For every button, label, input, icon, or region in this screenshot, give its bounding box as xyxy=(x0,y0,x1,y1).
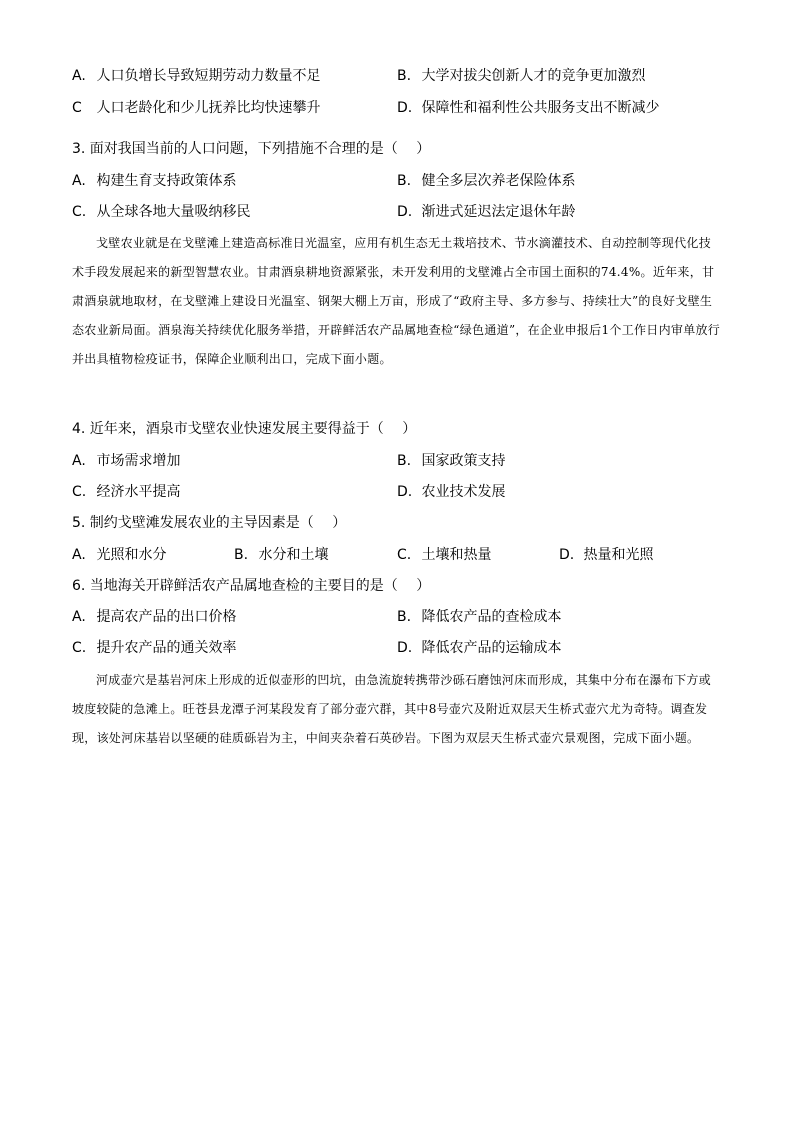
q6-option-b: B. 降低农产品的查检成本 xyxy=(397,609,562,625)
q4-option-d: D. 农业技术发展 xyxy=(397,484,506,500)
q3-option-a: A. 构建生育支持政策体系 xyxy=(72,173,237,189)
passage-gobi-agriculture: 戈壁农业就是在戈壁滩上建造高标准日光温室，应用有机生态无土栽培技术、节水滴灌技术、自动控制等现代化技术手段发展起来的新型智慧农业。甘肃酒泉耕地资源紧张，未开发利用的戈壁滩占全市国土面积的74.4%。近年来，甘肃酒泉就地取材，在戈壁滩上建设日光温室、钢架大棚上万亩，形成了“政府主导、多方参与、持续壮大”的良好戈壁生态农业新局面。酒泉海关持续优化服务举措，开辟鲜活农产品属地查检“绿色通道”，在企业申报后1个工作日内审单放行并出具植物检疫证书，保障企业顺利出口，完成下面小题。 xyxy=(72,236,721,366)
q4-option-b: B. 国家政策支持 xyxy=(397,453,506,469)
q4-option-a: A. 市场需求增加 xyxy=(72,453,181,469)
q2-option-c: C 人口老龄化和少儿抚养比均快速攀升 xyxy=(72,100,321,116)
q3-option-b: B. 健全多层次养老保险体系 xyxy=(397,173,576,189)
passage-pothole: 河成壶穴是基岩河床上形成的近似壶形的凹坑，由急流旋转携带沙砾石磨蚀河床而形成，其集中分布在瀑布下方或坡度较陡的急滩上。旺苍县龙潭子河某段发育了部分壶穴群，其中8号壶穴及附近双层天生桥式壶穴尤为奇特。调查发现，该处河床基岩以坚硬的硅质砾岩为主，中间夹杂着石英砂岩。下图为双层天生桥式壶穴景观图，完成下面小题。 xyxy=(72,673,712,745)
q6-options-row-1 xyxy=(72,607,722,627)
q5-option-a: A. 光照和水分 xyxy=(72,547,167,563)
q3-options-row-1 xyxy=(72,171,722,191)
q6-option-a: A. 提高农产品的出口价格 xyxy=(72,609,237,625)
q5-option-b: B. 水分和土壤 xyxy=(234,547,329,563)
q2-option-b: B. 大学对拔尖创新人才的竞争更加激烈 xyxy=(397,68,646,84)
q6-stem: 6. 当地海关开辟鲜活农产品属地查检的主要目的是（ ） xyxy=(72,578,431,594)
q3-options-row-2 xyxy=(72,202,722,222)
q3-option-d: D. 渐进式延迟法定退休年龄 xyxy=(397,204,576,220)
q4-options-row-1 xyxy=(72,451,722,471)
q3-stem: 3. 面对我国当前的人口问题，下列措施不合理的是（ ） xyxy=(72,141,431,157)
q2-option-a: A. 人口负增长导致短期劳动力数量不足 xyxy=(72,68,321,84)
q5-options-row xyxy=(72,545,722,565)
q6-option-c: C. 提升农产品的通关效率 xyxy=(72,640,237,656)
q6-option-d: D. 降低农产品的运输成本 xyxy=(397,640,562,656)
q4-options-row-2 xyxy=(72,482,722,502)
q5-option-c: C. 土壤和热量 xyxy=(397,547,492,563)
q2-options-row-2 xyxy=(72,98,722,118)
q5-stem: 5. 制约戈壁滩发展农业的主导因素是（ ） xyxy=(72,515,347,531)
q6-options-row-2 xyxy=(72,638,722,658)
q5-option-d: D. 热量和光照 xyxy=(559,547,654,563)
q3-option-c: C. 从全球各地大量吸纳移民 xyxy=(72,204,251,220)
q4-option-c: C. 经济水平提高 xyxy=(72,484,181,500)
q2-options-row-1 xyxy=(72,66,722,86)
q2-option-d: D. 保障性和福利性公共服务支出不断减少 xyxy=(397,100,660,116)
q4-stem: 4. 近年来，酒泉市戈壁农业快速发展主要得益于（ ） xyxy=(72,421,417,437)
